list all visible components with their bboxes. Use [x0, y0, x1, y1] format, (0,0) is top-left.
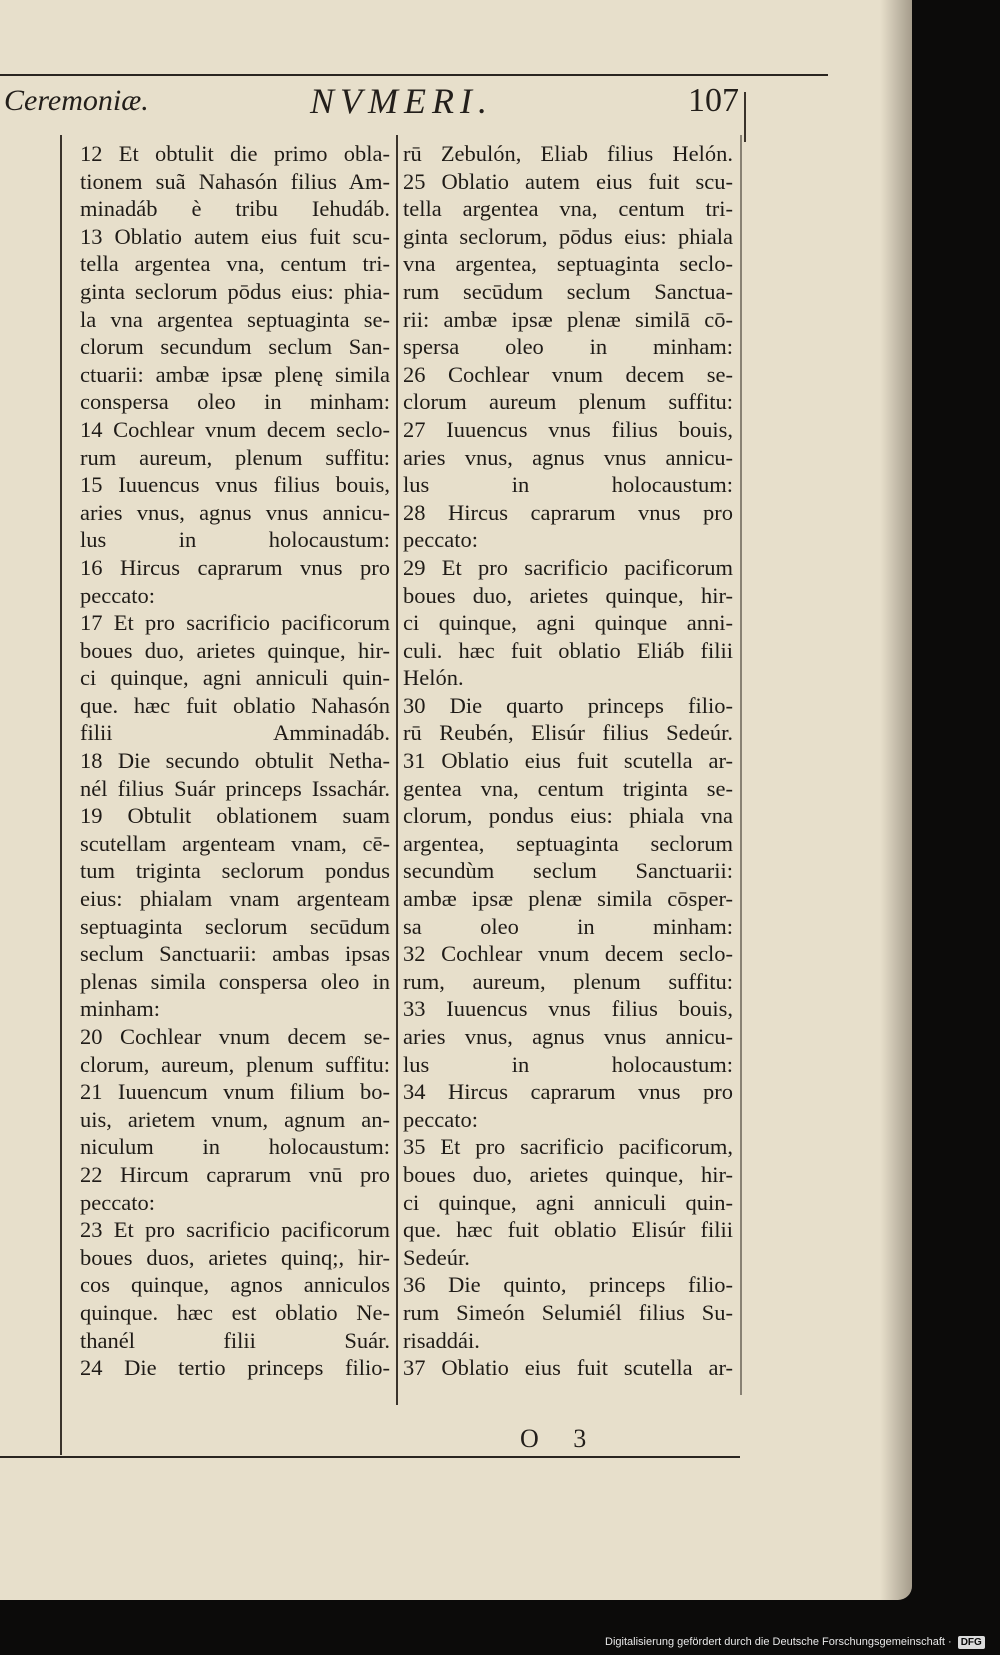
- text-line: boues duo, arietes quinque, hir-: [403, 1161, 733, 1187]
- text-line: tella argentea vna, centum tri-: [80, 251, 390, 277]
- text-line: 29 Et pro sacrificio pacificorum: [403, 554, 733, 580]
- text-line: cos quinque, agnos anniculos: [80, 1272, 390, 1298]
- text-line: 13 Oblatio autem eius fuit scu-: [80, 223, 390, 249]
- text-line: 25 Oblatio autem eius fuit scu-: [403, 168, 733, 194]
- page-number: 107: [688, 82, 739, 119]
- text-line: 28 Hircus caprarum vnus pro: [403, 499, 733, 525]
- text-line: rum aureum, plenum suffitu:: [80, 444, 390, 470]
- text-line: lus in holocaustum:: [403, 472, 733, 498]
- text-line: boues duo, arietes quinque, hir-: [80, 637, 390, 663]
- text-line: minham:: [80, 996, 160, 1022]
- text-line: 16 Hircus caprarum vnus pro: [80, 554, 390, 580]
- text-line: gentea vna, centum triginta se-: [403, 775, 733, 801]
- text-line: vna argentea, septuaginta seclo-: [403, 251, 733, 277]
- running-head: [4, 78, 739, 128]
- running-head-title: NVMERI.: [310, 81, 493, 121]
- header-rule: [0, 74, 828, 76]
- text-line: argentea, septuaginta seclorum: [403, 830, 733, 856]
- text-line: sa oleo in minham:: [403, 913, 733, 939]
- text-line: eius: phialam vnam argenteam: [80, 886, 390, 912]
- text-column-left: [80, 140, 390, 1382]
- text-line: rum, aureum, plenum suffitu:: [403, 968, 733, 994]
- text-line: secundùm seclum Sanctuarii:: [403, 858, 733, 884]
- text-line: rum secūdum seclum Sanctua-: [403, 278, 733, 304]
- text-line: que. hæc fuit oblatio Nahasón: [80, 692, 390, 718]
- text-line: aries vnus, agnus vnus annicu-: [403, 444, 733, 470]
- text-line: Helón.: [403, 665, 464, 691]
- text-line: minadáb è tribu Iehudáb.: [80, 196, 390, 222]
- text-line: plenas simila conspersa oleo in: [80, 968, 390, 994]
- text-line: aries vnus, agnus vnus annicu-: [403, 1024, 733, 1049]
- page-edge-shadow: [880, 0, 912, 1600]
- text-line: niculum in holocaustum:: [80, 1134, 390, 1160]
- text-line: peccato:: [403, 527, 478, 553]
- text-line: boues duos, arietes quinq;, hir-: [80, 1244, 390, 1270]
- text-line: 36 Die quinto, princeps filio-: [403, 1272, 733, 1298]
- text-line: 30 Die quarto princeps filio-: [403, 692, 733, 718]
- text-line: ginta seclorum pōdus eius: phia-: [80, 278, 390, 304]
- text-line: 34 Hircus caprarum vnus pro: [403, 1079, 733, 1105]
- text-line: 23 Et pro sacrificio pacificorum: [80, 1217, 390, 1243]
- left-margin-rule: [60, 135, 62, 1455]
- text-line: lus in holocaustum:: [403, 1051, 733, 1077]
- text-line: aries vnus, agnus vnus annicu-: [80, 499, 390, 525]
- text-line: peccato:: [80, 1189, 155, 1215]
- text-line: clorum, aureum, plenum suffitu:: [80, 1051, 390, 1077]
- text-line: quinque. hæc est oblatio Ne-: [80, 1299, 390, 1325]
- digitization-credit: [605, 1632, 985, 1652]
- text-line: que. hæc fuit oblatio Elisúr filii: [403, 1217, 733, 1243]
- text-line: 18 Die secundo obtulit Netha-: [80, 748, 390, 774]
- text-line: rum Simeón Selumiél filius Su-: [403, 1299, 733, 1325]
- text-line: rii: ambæ ipsæ plenæ similā cō-: [403, 306, 733, 332]
- text-column-right: [403, 140, 733, 1382]
- text-line: clorum aureum plenum suffitu:: [403, 389, 733, 415]
- text-line: 24 Die tertio princeps filio-: [80, 1355, 390, 1381]
- text-line: ci quinque, agni quinque anni-: [403, 610, 733, 636]
- text-line: uis, arietem vnum, agnum an-: [80, 1106, 390, 1132]
- text-line: rū Zebulón, Eliab filius Helón.: [403, 141, 733, 166]
- text-line: 22 Hircum caprarum vnū pro: [80, 1161, 390, 1187]
- text-line: tionem suã Nahasón filius Am-: [80, 168, 390, 194]
- text-line: 15 Iuuencus vnus filius bouis,: [80, 472, 390, 498]
- text-line: scutellam argenteam vnam, cē-: [80, 830, 390, 856]
- text-line: 20 Cochlear vnum decem se-: [80, 1024, 390, 1049]
- text-line: 37 Oblatio eius fuit scutella ar-: [403, 1355, 733, 1381]
- text-line: 26 Cochlear vnum decem se-: [403, 361, 733, 387]
- right-margin-rule: [740, 135, 742, 1395]
- text-line: rū Reubén, Elisúr filius Sedeúr.: [403, 720, 733, 746]
- text-line: tella argentea vna, centum tri-: [403, 196, 733, 222]
- text-line: lus in holocaustum:: [80, 527, 390, 553]
- text-line: ci quinque, agni anniculi quin-: [403, 1189, 733, 1215]
- text-line: clorum secundum seclum San-: [80, 334, 390, 360]
- text-line: peccato:: [403, 1106, 478, 1132]
- text-line: clorum, pondus eius: phiala vna: [403, 803, 733, 829]
- text-line: 35 Et pro sacrificio pacificorum,: [403, 1134, 733, 1160]
- text-line: spersa oleo in minham:: [403, 334, 733, 360]
- text-line: 31 Oblatio eius fuit scutella ar-: [403, 748, 733, 774]
- text-line: septuaginta seclorum secūdum: [80, 913, 390, 939]
- text-line: seclum Sanctuarii: ambas ipsas: [80, 941, 390, 967]
- column-divider-rule: [396, 135, 398, 1405]
- text-line: peccato:: [80, 582, 155, 608]
- text-line: 27 Iuuencus vnus filius bouis,: [403, 416, 733, 442]
- text-line: ambæ ipsæ plenæ simila cōsper-: [403, 886, 733, 912]
- digitization-credit-text: Digitalisierung gefördert durch die Deutsche Forschungsgemeinschaft ·: [605, 1636, 952, 1648]
- running-head-left: Ceremoniæ.: [4, 84, 149, 117]
- text-line: filii Amminadáb.: [80, 720, 390, 746]
- text-line: 19 Obtulit oblationem suam: [80, 803, 390, 829]
- text-line: ci quinque, agni anniculi quin-: [80, 665, 390, 691]
- text-line: risaddái.: [403, 1327, 480, 1353]
- signature-mark: O 3: [520, 1424, 601, 1453]
- header-side-rule: [744, 92, 746, 142]
- text-line: 17 Et pro sacrificio pacificorum: [80, 610, 390, 636]
- text-line: 33 Iuuencus vnus filius bouis,: [403, 996, 733, 1022]
- text-line: 21 Iuuencum vnum filium bo-: [80, 1079, 390, 1105]
- text-line: 14 Cochlear vnum decem seclo-: [80, 416, 390, 442]
- text-line: 32 Cochlear vnum decem seclo-: [403, 941, 733, 967]
- text-line: Sedeúr.: [403, 1244, 470, 1270]
- text-line: culi. hæc fuit oblatio Eliáb filii: [403, 637, 733, 663]
- text-line: boues duo, arietes quinque, hir-: [403, 582, 733, 608]
- text-line: nél filius Suár princeps Issachár.: [80, 775, 390, 801]
- text-line: thanél filii Suár.: [80, 1327, 390, 1353]
- text-line: ginta seclorum, pōdus eius: phiala: [403, 223, 733, 249]
- text-line: tum triginta seclorum pondus: [80, 858, 390, 884]
- dfg-logo: DFG: [958, 1636, 985, 1649]
- text-line: ctuarii: ambæ ipsæ plenę simila: [80, 361, 390, 387]
- text-line: conspersa oleo in minham:: [80, 389, 390, 415]
- footer-rule: [0, 1456, 740, 1458]
- text-line: la vna argentea septuaginta se-: [80, 306, 390, 332]
- text-line: 12 Et obtulit die primo obla-: [80, 141, 390, 166]
